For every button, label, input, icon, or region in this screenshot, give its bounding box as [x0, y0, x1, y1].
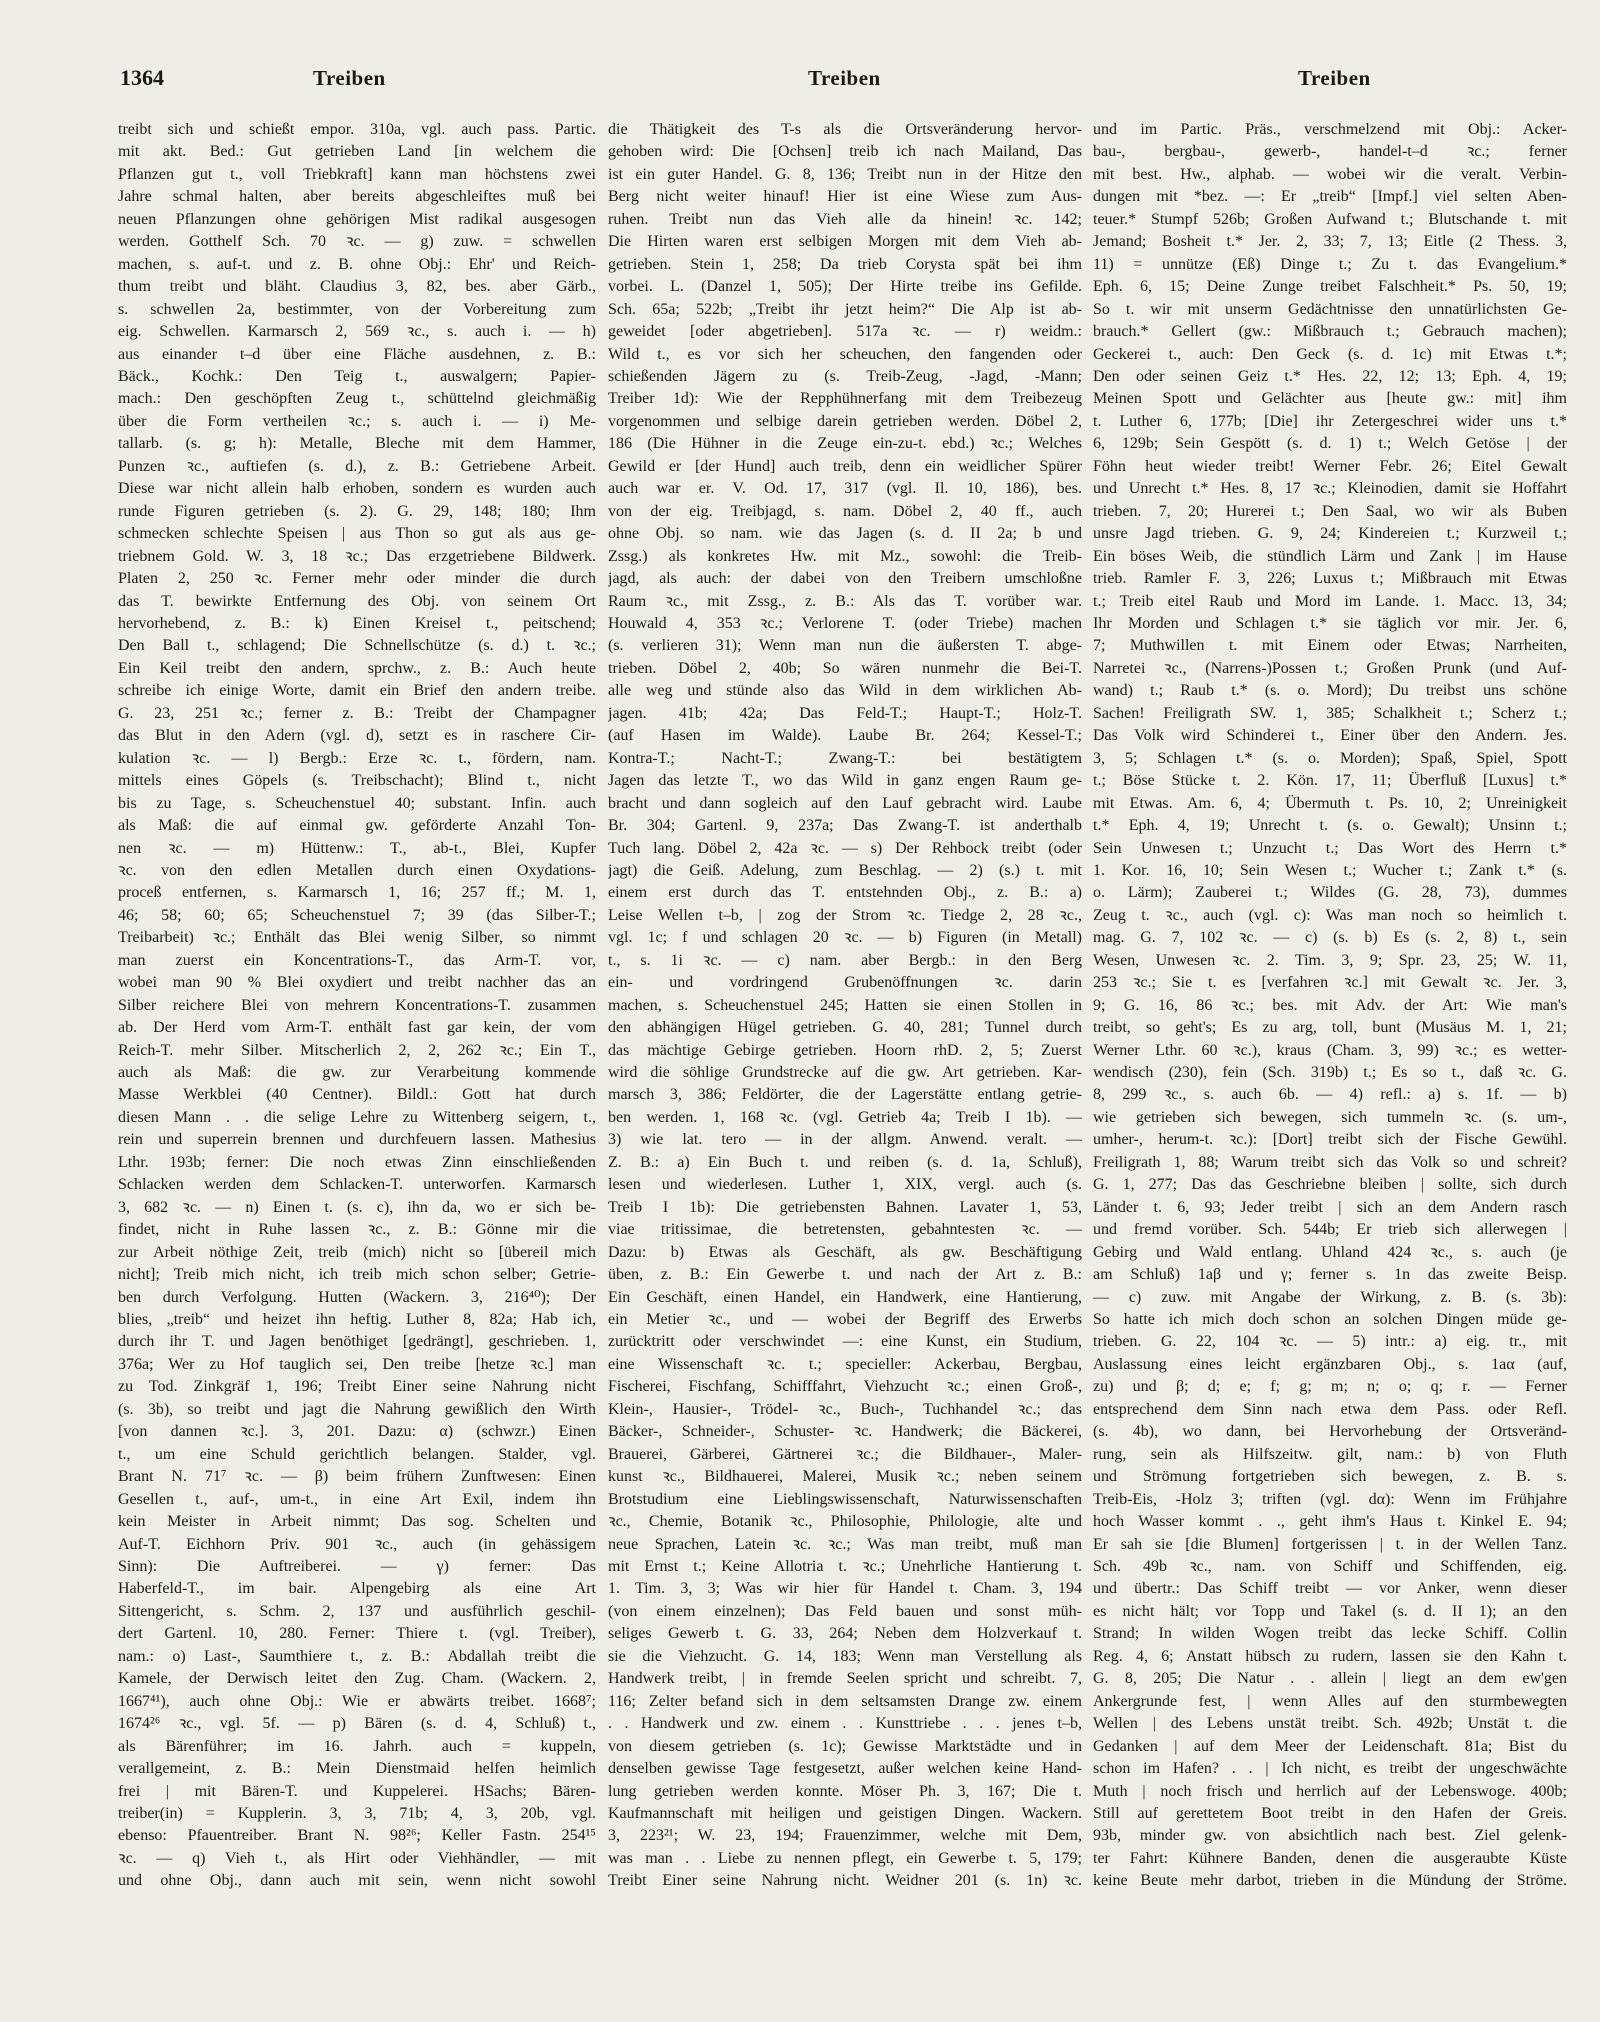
text-line: blies, „treib“ und heizet ihn heftig. Luther 8, 82a; Hab ich, [118, 1311, 596, 1329]
text-line: man zuerst ein Koncentrations-T., das Arm-T. vor, [118, 951, 596, 969]
text-line: dert Gartenl. 10, 280. Ferner: Thiere t. (vgl. Treiber), [118, 1625, 596, 1643]
text-line: Brant N. 71⁷ ꝛc. — β) beim frühern Zunftwesen: Einen [118, 1468, 596, 1486]
text-line: Klein-, Hausier-, Trödel- ꝛc., Buch-, Tuchhandel ꝛc.; das [608, 1400, 1082, 1418]
text-line: nen ꝛc. — m) Hüttenw.: T., ab-t., Blei, Kupfer [118, 839, 596, 857]
column-1 [118, 119, 596, 1893]
text-line: ruhen. Treibt nun das Vieh alle da hinein! ꝛc. 142; [608, 210, 1082, 228]
text-line: eig. Schwellen. Karmarsch 2, 569 ꝛc., s. auch i. — h) [118, 323, 596, 341]
text-line: (s. verlieren 31); Wenn man nun die äußersten T. abge- [608, 637, 1082, 655]
text-line: das mächtige Gebirge getrieben. Hoorn rhD. 2, 5; Zuerst [608, 1041, 1082, 1059]
text-line: und fremd vorüber. Sch. 544b; Er trieb sich allerwegen | [1093, 1221, 1567, 1239]
text-line: vorgenommen und selbige darein getrieben werden. Döbel 2, [608, 412, 1082, 430]
text-line: 1. Kor. 16, 10; Sein Wesen t.; Wucher t.; Zank t.* (s. [1093, 861, 1567, 879]
text-line: Wellen | des Lebens unstät treibt. Sch. 492b; Unstät t. die [1093, 1715, 1567, 1733]
text-line: trieben. Döbel 2, 40b; So wären nunmehr die Bei-T. [608, 659, 1082, 677]
text-line: jagd, als auch: der dabei von den Treibern umschloßne [608, 570, 1082, 588]
text-line: denselben gewisse Tage festgesetzt, außer welchen keine Hand- [608, 1760, 1082, 1778]
text-line: schon im Hafen? . . | Ich nicht, es treibt der ungeschwächte [1093, 1760, 1567, 1778]
text-line: So t. wir mit unserm Gedächtnisse den unnatürlichsten Ge- [1093, 300, 1567, 318]
text-line: entsprechend dem Sinn nach etwa dem Pass. oder Refl. [1093, 1400, 1567, 1418]
text-line: 9; G. 16, 86 ꝛc.; bes. mit Adv. der Art: Wie man's [1093, 996, 1567, 1014]
text-line: neue Sprachen, Latein ꝛc. ꝛc.; Was man treibt, muß man [608, 1535, 1082, 1553]
text-line: G. 1, 277; Das das Geschriebne bleiben | sollte, sich durch [1093, 1176, 1567, 1194]
text-line: Ein böses Weib, die stündlich Lärm und Zank | im Hause [1093, 547, 1567, 565]
text-line: wobei man 90 % Blei oxydiert und treibt nachher das an [118, 974, 596, 992]
text-line: Kontra-T.; Nacht-T.; Zwang-T.: bei bestätigtem [608, 749, 1082, 767]
text-line: Jemand; Bosheit t.* Jer. 2, 33; 7, 13; Eitle (2 Thess. 3, [1093, 233, 1567, 251]
text-line: zur Arbeit nöthige Zeit, treib (mich) nicht so [übereil mich [118, 1243, 596, 1261]
text-line: Ein Keil treibt den andern, sprchw., z. B.: Auch heute [118, 659, 596, 677]
text-line: bracht und dann sogleich auf den Lauf gebracht wird. Laube [608, 794, 1082, 812]
text-line: Meinen Spott und Gelächter aus [heute gw.: mit] ihm [1093, 390, 1567, 408]
running-head-left: Treiben [313, 66, 386, 90]
text-line: von der eig. Treibjagd, s. nam. Döbel 2, 40 ff., auch [608, 502, 1082, 520]
text-line: Werner Lthr. 60 ꝛc.), kraus (Cham. 3, 99) ꝛc.; es wetter- [1093, 1041, 1567, 1059]
text-line: Jahre schmal halten, aber bereits abgeschleiftes muß bei [118, 188, 596, 206]
text-line: [von dannen ꝛc.]. 3, 201. Dazu: α) (schwzr.) Einen [118, 1423, 596, 1441]
text-line: . . Handwerk und zw. einem . . Kunsttriebe . . . jenes t–b, [608, 1715, 1082, 1733]
text-line: Berg nicht weiter hinauf! Hier ist eine Wiese zum Aus- [608, 188, 1082, 206]
text-line: ist ein guter Handel. G. 8, 136; Treibt nun in der Hitze den [608, 165, 1082, 183]
text-line: 7; Muthwillen t. mit Einem oder Etwas; Narrheiten, [1093, 637, 1567, 655]
text-line: ein Metier ꝛc., und — wobei der Begriff des Erwerbs [608, 1311, 1082, 1329]
text-line: Zeug t. ꝛc., auch (vgl. c): Was man noch so heimlich t. [1093, 906, 1567, 924]
text-line: eine Wissenschaft ꝛc. t.; specieller: Ackerbau, Bergbau, [608, 1355, 1082, 1373]
text-line: machen, s. auf-t. und z. B. ohne Obj.: Ehr' und Reich- [118, 255, 596, 273]
text-line: thum treibt und bläht. Claudius 3, 82, bes. aber Gärb., [118, 278, 596, 296]
text-line: Gewild er [der Hund] auch treib, denn ein weidlicher Spürer [608, 457, 1082, 475]
text-line: umher-, herum-t. ꝛc.): [Dort] treibt sich der Fische Gewühl. [1093, 1131, 1567, 1149]
text-line: vgl. 1c; f und schlagen 20 ꝛc. — b) Figuren (in Metall) [608, 929, 1082, 947]
text-line: Brauerei, Gärberei, Gärtnerei ꝛc.; die Bildhauer-, Maler- [608, 1445, 1082, 1463]
text-line: auch als Maß: die gw. zur Verarbeitung kommende [118, 1064, 596, 1082]
text-line: s. schwellen 2a, bestimmter, von der Vorbereitung zum [118, 300, 596, 318]
text-line: Sch. 65a; 522b; „Treibt ihr jetzt heim?“ Die Alp ist ab- [608, 300, 1082, 318]
text-line: treibt, so geht's; Es zu arg, toll, bunt (Musäus M. 1, 21; [1093, 1019, 1567, 1037]
text-line: geweidet [oder abgetrieben]. 517a ꝛc. — r) weidm.: [608, 323, 1082, 341]
text-line: So hatte ich mich doch schon an solchen Dingen müde ge- [1093, 1311, 1567, 1329]
text-line: t., um eine Schuld gerichtlich belangen. Stalder, vgl. [118, 1445, 596, 1463]
text-line: Punzen ꝛc., auftiefen (s. d.), z. B.: Getriebene Arbeit. [118, 457, 596, 475]
text-line: Still auf gerettetem Boot treibt in den Hafen der Greis. [1093, 1804, 1567, 1822]
text-line: Bäcker-, Schneider-, Schuster- ꝛc. Handwerk; die Bäckerei, [608, 1423, 1082, 1441]
text-line: den abhängigen Hügel getrieben. G. 40, 281; Tunnel durch [608, 1019, 1082, 1037]
text-line: Treiber 1d): Wie der Repphühnerfang mit dem Treibezeug [608, 390, 1082, 408]
text-line: Er sah sie [die Blumen] fortgerissen | t. in der Wellen Tanz. [1093, 1535, 1567, 1553]
text-line: gehoben wird: Die [Ochsen] treib ich nach Mailand, Das [608, 143, 1082, 161]
text-line: 3, 223²¹; W. 23, 194; Frauenzimmer, welche mit Dem, [608, 1827, 1082, 1845]
text-line: Reg. 4, 6; Anstatt hübsch zu rudern, lassen sie den Kahn t. [1093, 1647, 1567, 1665]
text-line: 6, 129b; Sein Gespött (s. d. 1) t.; Welch Getöse | der [1093, 435, 1567, 453]
text-line: Narretei ꝛc., (Narrens-)Possen t.; Großen Prunk (und Auf- [1093, 659, 1567, 677]
text-line: seliges Gewerb t. G. 33, 264; Neben dem Holzverkauf t. [608, 1625, 1082, 1643]
text-line: wand) t.; Raub t.* (s. o. Mord); Du treibst uns schöne [1093, 682, 1567, 700]
text-line: schreibe ich einige Worte, damit ein Brief den andern treibe. [118, 682, 596, 700]
text-line: wird die söhlige Grundstrecke auf die gw. Art getrieben. Kar- [608, 1064, 1082, 1082]
text-line: die Thätigkeit des T-s als die Ortsveränderung hervor- [608, 121, 1082, 138]
text-line: ter Fahrt: Kühnere Banden, denen die ausgeraubte Küste [1093, 1849, 1567, 1867]
text-line: 46; 58; 60; 65; Scheuchenstuel 7; 39 (das Silber-T.; [118, 906, 596, 924]
text-line: Masse Werkblei (40 Centner). Bildl.: Gott hat durch [118, 1086, 596, 1104]
text-line: Brotstudium eine Lieblingswissenschaft, Naturwissenschaften [608, 1490, 1082, 1508]
text-line: und im Partic. Präs., verschmelzend mit Obj.: Acker- [1093, 121, 1567, 138]
text-line: alle weg und stünde also das Wild in dem wirklichen Ab- [608, 682, 1082, 700]
text-line: mag. G. 7, 102 ꝛc. — c) (s. b) Es (s. 2, 8) t., sein [1093, 929, 1567, 947]
text-line: trieb. Ramler F. 3, 226; Luxus t.; Mißbrauch mit Etwas [1093, 570, 1567, 588]
text-line: G. 23, 251 ꝛc.; ferner z. B.: Treibt der Champagner [118, 704, 596, 722]
text-line: das T. bewirkte Entfernung des Obj. von seinem Ort [118, 592, 596, 610]
text-line: t.; Böse Stücke t. 2. Kön. 17, 11; Überfluß [Luxus] t.* [1093, 772, 1567, 790]
text-line: aus einander t–d über eine Fläche ausdehnen, z. B.: [118, 345, 596, 363]
text-line: neuen Pflanzungen ohne gehörigen Mist radikal ausgesogen [118, 210, 596, 228]
text-line: trieben. 7, 20; Hurerei t.; Den Saal, wo wir als Buben [1093, 502, 1567, 520]
text-line: treibt sich und schießt empor. 310a, vgl. auch pass. Partic. [118, 121, 596, 138]
text-line: marsch 3, 386; Feldörter, die der Lagerstätte entlang getrie- [608, 1086, 1082, 1104]
text-line: das Blut in den Adern (vgl. d), setzt es in raschere Cir- [118, 727, 596, 745]
text-line: 3, 5; Schlagen t.* (s. o. Morden); Spaß, Spiel, Spott [1093, 749, 1567, 767]
text-line: sie die Viehzucht. G. 14, 183; Wenn man Verstellung als [608, 1647, 1082, 1665]
text-line: ohne Obj. so nam. wie das Jagen (s. d. II 2a; b und [608, 525, 1082, 543]
text-line: proceß entfernen, s. Karmarsch 1, 16; 257 ff.; M. 1, [118, 884, 596, 902]
text-line: Eph. 6, 15; Deine Zunge treibet Falschheit.* Ps. 50, 19; [1093, 278, 1567, 296]
text-line: rein und superrein brennen und durchfeuern lassen. Mathesius [118, 1131, 596, 1149]
text-line: werden. Gotthelf Sch. 70 ꝛc. — g) zuw. = schwellen [118, 233, 596, 251]
text-line: mit Ernst t.; Keine Allotria t. ꝛc.; Unehrliche Hantierung t. [608, 1558, 1082, 1575]
text-line: Treibt Einer seine Nahrung nicht. Weidner 201 (s. 1n) ꝛc. [608, 1872, 1082, 1890]
text-line: 186 (Die Hühner in die Zeuge ein-zu-t. ebd.) ꝛc.; Welches [608, 435, 1082, 453]
text-line: (s. 3b), so treibt und jagt die Nahrung gewißlich den Wirth [118, 1400, 596, 1418]
text-line: Wild t., es vor sich her scheuchen, den fangenden oder [608, 345, 1082, 363]
text-line: findet, nicht in Ruhe lassen ꝛc., z. B.: Gönne mir die [118, 1221, 596, 1239]
text-line: einem erst durch das T. entstehnden Obj., z. B.: a) [608, 884, 1082, 902]
text-line: Wesen, Unwesen ꝛc. 2. Tim. 3, 9; Spr. 23, 25; W. 11, [1093, 951, 1567, 969]
text-line: Kamele, der Derwisch leitet den Zug. Cham. (Wackern. 2, [118, 1670, 596, 1688]
text-line: Houwald 4, 353 ꝛc.; Verlorene T. (oder Triebe) machen [608, 614, 1082, 632]
text-line: üben, z. B.: Ein Gewerbe t. und nach der Art z. B.: [608, 1266, 1082, 1284]
text-line: was man . . Liebe zu nennen pflegt, ein Gewerbe t. 5, 179; [608, 1849, 1082, 1867]
text-line: 376a; Wer zu Hof tauglich sei, Den treibe [hetze ꝛc.] man [118, 1355, 596, 1373]
running-head-right: Treiben [1298, 66, 1371, 90]
text-line: ein- und vordringend Grubenöffnungen ꝛc. darin [608, 974, 1082, 992]
text-line: viae tritissimae, die betretensten, gebahntesten ꝛc. — [608, 1221, 1082, 1239]
text-line: Gesellen t., auf-, um-t., in eine Art Exil, indem ihn [118, 1490, 596, 1508]
text-line: Sch. 49b ꝛc., nam. von Schiff und Schiffenden, eig. [1093, 1558, 1567, 1575]
text-line: ben durch Verfolgung. Hutten (Wackern. 3, 216⁴⁰); Der [118, 1288, 596, 1306]
text-line: Pflanzen gut t., voll Triebkraft] kann man höchstens zwei [118, 165, 596, 183]
text-line: dungen mit *bez. —: Er „treib“ [Impf.] viel selten Aben- [1093, 188, 1567, 206]
text-line: brauch.* Gellert (gw.: Mißbrauch t.; Gebrauch machen); [1093, 323, 1567, 341]
text-line: Auf-T. Eichhorn Priv. 901 ꝛc., auch (in gehässigem [118, 1535, 596, 1553]
text-line: hervorhebend, z. B.: k) Einen Kreisel t., peitschend; [118, 614, 596, 632]
text-line: wie getrieben sich bewegen, sich tummeln ꝛc. (s. um-, [1093, 1108, 1567, 1126]
column-2 [608, 119, 1082, 1893]
text-line: Treibarbeit) ꝛc.; Enthält das Blei wenig Silber, so nimmt [118, 929, 596, 947]
text-line: ab. Der Herd vom Arm-T. enthält fast gar kein, der vom [118, 1019, 596, 1037]
text-line: rung, sein als Hilfszeitw. gilt, nam.: b) von Fluth [1093, 1445, 1567, 1463]
text-line: Strand; In wilden Wogen treibt das lecke Schiff. Collin [1093, 1625, 1567, 1643]
text-line: keine Beute mehr darbot, trieben in die Mündung der Ströme. [1093, 1872, 1567, 1890]
text-line: frei | mit Bären-T. und Kuppelerei. HSachs; Bären- [118, 1782, 596, 1800]
text-line: 3, 682 ꝛc. — n) Einen t. (s. c), ihn da, wo er sich be- [118, 1198, 596, 1216]
text-line: Reich-T. mehr Silber. Mitscherlich 2, 2, 262 ꝛc.; Ein T., [118, 1041, 596, 1059]
text-line: Bäck., Kochk.: Den Teig t., auswalgern; Papier- [118, 367, 596, 385]
text-line: Gedanken | auf dem Meer der Leidenschaft. 81a; Bist du [1093, 1737, 1567, 1755]
text-line: Muth | noch frisch und herrlich auf der Lebenswoge. 400b; [1093, 1782, 1567, 1800]
text-line: G. 8, 205; Die Natur . . allein | liegt an dem ew'gen [1093, 1670, 1567, 1688]
text-line: kein Meister in Arbeit nimmt; Das sog. Schelten und [118, 1513, 596, 1531]
text-line: unsre Jagd trieben. G. 9, 24; Kindereien t.; Kurzweil t.; [1093, 525, 1567, 543]
text-line: Silber reichere Blei von mehrern Koncentrations-T. zusammen [118, 996, 596, 1014]
text-line: schießenden Jägern zu (s. Treib-Zeug, -Jagd, -Mann; [608, 367, 1082, 385]
text-line: Handwerk treibt, | in fremde Seelen spricht und schreibt. 7, [608, 1670, 1082, 1688]
running-head-center: Treiben [808, 66, 881, 90]
text-line: lung getrieben werden konnte. Möser Ph. 3, 167; Die t. [608, 1782, 1082, 1800]
text-line: (s. 4b), wo dann, bei Hervorhebung der Ortsveränd- [1093, 1423, 1567, 1441]
text-line: als Bärenführer; im 16. Jahrh. auch = kuppeln, [118, 1737, 596, 1755]
text-line: kunst ꝛc., Bildhauerei, Malerei, Musik ꝛc.; neben seinem [608, 1468, 1082, 1486]
text-line: getrieben. Stein 1, 258; Da trieb Corysta spät bei ihm [608, 255, 1082, 273]
text-line: Treib I 1b): Die getriebensten Bahnen. Lavater 1, 53, [608, 1198, 1082, 1216]
text-line: 8, 299 ꝛc., s. auch 6b. — 4) refl.: a) s. 1f. — b) [1093, 1086, 1567, 1104]
text-line: und übertr.: Das Schiff treibt — vor Anker, wenn dieser [1093, 1580, 1567, 1598]
text-line: Sittengericht, s. Schm. 2, 137 und ausführlich geschil- [118, 1602, 596, 1620]
text-line: Sachen! Freiligrath SW. 1, 385; Schalkheit t.; Scherz t.; [1093, 704, 1567, 722]
text-line: 3) wie lat. tero — in der allgm. Anwend. veralt. — [608, 1131, 1082, 1149]
text-line: 1. Tim. 3, 3; Was wir hier für Handel t. Cham. 3, 194 [608, 1580, 1082, 1598]
text-line: Geckerei t., auch: Den Geck (s. d. 1c) mit Etwas t.*; [1093, 345, 1567, 363]
text-line: Fischerei, Fischfang, Schifffahrt, Viehzucht ꝛc.; einen Groß-, [608, 1378, 1082, 1396]
text-line: — c) zuw. mit Angabe der Wirkung, z. B. (s. 3b): [1093, 1288, 1567, 1306]
text-line: lesen und wiederlesen. Luther 1, XIX, vergl. auch (s. [608, 1176, 1082, 1194]
text-line: triebnem Gold. W. 3, 18 ꝛc.; Das erzgetriebene Bildwerk. [118, 547, 596, 565]
text-line: t.; Treib eitel Raub und Mord im Lande. 1. Macc. 13, 34; [1093, 592, 1567, 610]
text-line: 11) = unnütze (Eß) Dinge t.; Zu t. das Evangelium.* [1093, 255, 1567, 273]
text-line: ben werden. 1, 168 ꝛc. (vgl. Getrieb 4a; Treib I 1b). — [608, 1108, 1082, 1126]
text-line: Z. B.: a) Ein Buch t. und reiben (s. d. 1a, Schluß), [608, 1153, 1082, 1171]
text-line: kulation ꝛc. — l) Bergb.: Erze ꝛc. t., fördern, nam. [118, 749, 596, 767]
text-line: über die Form vertheilen ꝛc.; s. auch i. — i) Me- [118, 412, 596, 430]
text-line: 1674²⁶ ꝛc., vgl. 5f. — p) Bären (s. d. 4, Schluß) t., [118, 1715, 596, 1733]
text-line: nicht]; Treib mich nicht, ich treib mich schon selber; Getrie- [118, 1266, 596, 1284]
text-line: Sinn): Die Auftreiberei. — γ) ferner: Das [118, 1558, 596, 1575]
text-line: (auf Hasen im Walde). Laube Br. 264; Kessel-T.; [608, 727, 1082, 745]
text-line: Dazu: b) Etwas als Geschäft, als gw. Beschäftigung [608, 1243, 1082, 1261]
text-line: ꝛc. — q) Vieh t., als Hirt oder Viehhändler, — mit [118, 1849, 596, 1867]
text-line: tallarb. (s. g; h): Metalle, Bleche mit dem Hammer, [118, 435, 596, 453]
text-line: Leise Wellen t–b, | zog der Strom ꝛc. Tiedge 2, 28 ꝛc., [608, 906, 1082, 924]
text-line: ebenso: Pfauentreiber. Brant N. 98²⁶; Keller Fastn. 254¹⁵ [118, 1827, 596, 1845]
text-line: jagen. 41b; 42a; Das Feld-T.; Haupt-T.; Holz-T. [608, 704, 1082, 722]
text-line: ꝛc., Chemie, Botanik ꝛc., Philosophie, Philologie, alte und [608, 1513, 1082, 1531]
text-line: machen, s. Scheuchenstuel 245; Hatten sie einen Stollen in [608, 996, 1082, 1014]
text-line: Diese war nicht allein halb erhoben, sondern es wurden auch [118, 480, 596, 498]
text-line: nam.: o) Last-, Saumthiere t., z. B.: Abdallah treibt die [118, 1647, 596, 1665]
text-line: mittels eines Göpels (s. Treibschacht); Blind t., nicht [118, 772, 596, 790]
text-line: als Maß: die auf einmal gw. geförderte Anzahl Ton- [118, 817, 596, 835]
text-line: Auslassung eines leicht ergänzbaren Obj., s. 1aα (auf, [1093, 1355, 1567, 1373]
text-line: (von einem einzelnen); Das Feld bauen und sonst müh- [608, 1602, 1082, 1620]
text-line: Ihr Morden und Schlagen t.* sie täglich vor mir. Jer. 6, [1093, 614, 1567, 632]
text-line: Die Hirten waren erst selbigen Morgen mit dem Vieh ab- [608, 233, 1082, 251]
text-line: Freiligrath 1, 88; Warum treibt sich das Volk so und schreit? [1093, 1153, 1567, 1171]
text-line: treiber(in) = Kupplerin. 3, 3, 71b; 4, 3, 20b, vgl. [118, 1804, 596, 1822]
text-line: t., s. 1i ꝛc. — c) nam. aber Bergb.: in den Berg [608, 951, 1082, 969]
text-line: am Schluß) 1aβ und γ; ferner s. 1n das zweite Beisp. [1093, 1266, 1567, 1284]
text-line: diesen Mann . . die selige Lehre zu Wittenberg seigern, t., [118, 1108, 596, 1126]
text-line: teuer.* Stumpf 526b; Großen Aufwand t.; Blutschande t. mit [1093, 210, 1567, 228]
text-line: schmecken schlechte Speisen | aus Thon so gut als aus ge- [118, 525, 596, 543]
text-line: mit best. Hw., alphab. — wobei wir die veralt. Verbin- [1093, 165, 1567, 183]
text-line: Sein Unwesen t.; Unzucht t.; Das Wort des Herrn t.* [1093, 839, 1567, 857]
text-line: ꝛc. von den edlen Metallen durch einen Oxydations- [118, 861, 596, 879]
text-line: Schlacken werden dem Schlacken-T. unterworfen. Karmarsch [118, 1176, 596, 1194]
text-line: Tuch lang. Döbel 2, 42a ꝛc. — s) Der Rehbock treibt (oder [608, 839, 1082, 857]
text-line: und Strömung fortgetrieben sich bewegen, z. B. s. [1093, 1468, 1567, 1486]
page-number: 1364 [120, 65, 164, 90]
text-line: Ankergrunde fest, | wenn Alles auf den sturmbewegten [1093, 1692, 1567, 1710]
text-line: Treib-Eis, -Holz 3; triften (vgl. dα): Wenn im Frühjahre [1093, 1490, 1567, 1508]
text-line: hoch Wasser kommt . ., geht ihm's Haus t. Kinkel E. 94; [1093, 1513, 1567, 1531]
text-line: Das Volk wird Schinderei t., Einer über den Andern. Jes. [1093, 727, 1567, 745]
text-line: und Unrecht t.* Hes. 8, 17 ꝛc.; Kleinodien, damit sie Hoffahrt [1093, 480, 1567, 498]
text-line: vorbei. L. (Danzel 1, 505); Der Hirte treibe ins Gefilde. [608, 278, 1082, 296]
text-line: bis zu Tage, s. Scheuchenstuel 40; substant. Infin. auch [118, 794, 596, 812]
text-line: trieben. G. 22, 104 ꝛc. — 5) intr.: a) eig. tr., mit [1093, 1333, 1567, 1351]
text-line: t. Luther 6, 177b; [Die] ihr Zetergeschrei wider uns t.* [1093, 412, 1567, 430]
text-line: auch war er. V. Od. 17, 317 (vgl. Il. 10, 186), bes. [608, 480, 1082, 498]
text-line: Br. 304; Gartenl. 9, 237a; Das Zwang-T. ist anderthalb [608, 817, 1082, 835]
text-line: zu) und β; d; e; f; g; m; n; o; q; r. — Ferner [1093, 1378, 1567, 1396]
text-line: Platen 2, 250 ꝛc. Ferner mehr oder minder die durch [118, 570, 596, 588]
text-line: zurücktritt oder verschwindet —: eine Kunst, ein Studium, [608, 1333, 1082, 1351]
text-line: 253 ꝛc.; Sie t. es [verfahren ꝛc.] mit Gewalt ꝛc. Jer. 3, [1093, 974, 1567, 992]
text-line: durch ihr T. und Jagen benöthiget [gedrängt], geschrieben. 1, [118, 1333, 596, 1351]
text-line: t.* Eph. 4, 19; Unrecht t. (s. o. Gewalt); Unsinn t.; [1093, 817, 1567, 835]
text-line: runde Figuren getrieben (s. 2). G. 29, 148; 180; Ihm [118, 502, 596, 520]
text-line: zu Tod. Zinkgräf 1, 196; Treibt Einer seine Nahrung nicht [118, 1378, 596, 1396]
text-line: es nicht hält; vor Topp und Takel (s. d. II 1); an den [1093, 1602, 1567, 1620]
text-line: 93b, minder gw. von absichtlich nach best. Ziel gelenk- [1093, 1827, 1567, 1845]
text-line: Jagen das letzte T., wo das Wild in ganz engen Raum ge- [608, 772, 1082, 790]
text-line: bau-, bergbau-, gewerb-, handel-t–d ꝛc.; ferner [1093, 143, 1567, 161]
text-line: mit Etwas. Am. 6, 4; Übermuth t. Ps. 10, 2; Unreinigkeit [1093, 794, 1567, 812]
text-line: Den Ball t., schlagend; Die Schnellschütze (s. d.) t. ꝛc.; [118, 637, 596, 655]
text-line: Kaufmannschaft mit heiligen und geistigen Dingen. Wackern. [608, 1804, 1082, 1822]
text-line: Haberfeld-T., im bair. Alpengebirg als eine Art [118, 1580, 596, 1598]
text-line: jagt) die Geiß. Adelung, zum Beschlag. — 2) (s.) t. mit [608, 861, 1082, 879]
text-line: Den oder seinen Geiz t.* Hes. 22, 12; 13; Eph. 4, 19; [1093, 367, 1567, 385]
text-line: 116; Zelter befand sich in dem seltsamsten Drange zw. einem [608, 1692, 1082, 1710]
column-3 [1093, 119, 1567, 1893]
text-line: Gebirg und Wald entlang. Uhland 424 ꝛc., s. auch (je [1093, 1243, 1567, 1261]
text-line: o. Lärm); Zauberei t.; Wildes (G. 28, 73), dummes [1093, 884, 1567, 902]
text-line: mit akt. Bed.: Gut getrieben Land [in welchem die [118, 143, 596, 161]
text-line: wendisch (230), fein (Sch. 319b) t.; Es so t., daß ꝛc. G. [1093, 1064, 1567, 1082]
text-line: Ein Geschäft, einen Handel, ein Handwerk, eine Hantierung, [608, 1288, 1082, 1306]
text-line: mach.: Den geschöpften Zeug t., schüttelnd gleichmäßig [118, 390, 596, 408]
text-line: von diesem getrieben (s. 1c); Gewisse Marktstädte und in [608, 1737, 1082, 1755]
text-line: Länder t. 6, 93; Jeder treibt | sich an dem Andern rasch [1093, 1198, 1567, 1216]
text-line: Raum ꝛc., mit Zssg., z. B.: Als das T. vorüber war. [608, 592, 1082, 610]
text-line: Föhn heut wieder treibt! Werner Febr. 26; Eitel Gewalt [1093, 457, 1567, 475]
text-line: und ohne Obj., dann auch mit sein, wenn nicht sowohl [118, 1872, 596, 1890]
text-line: verallgemeint, z. B.: Mein Dienstmaid helfen heimlich [118, 1760, 596, 1778]
text-line: Zssg.) als konkretes Hw. mit Mz., sowohl: die Treib- [608, 547, 1082, 565]
text-line: Lthr. 193b; ferner: Die noch etwas Zinn einschließenden [118, 1153, 596, 1171]
text-line: 1667⁴¹), auch ohne Obj.: Wie er abwärts treibet. 1668⁷; [118, 1692, 596, 1710]
